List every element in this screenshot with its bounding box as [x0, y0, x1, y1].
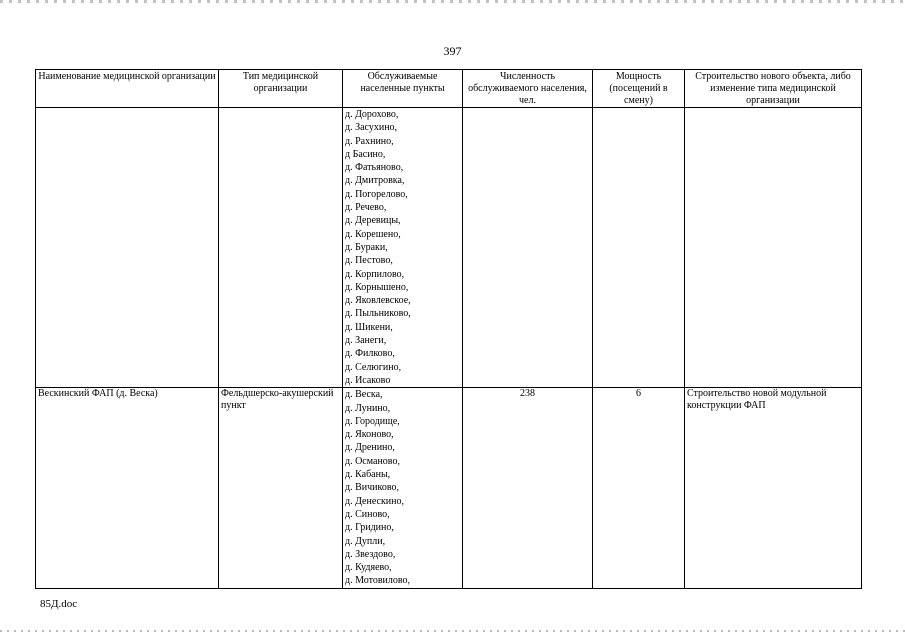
settlement-item: д. Исаково	[345, 374, 391, 386]
settlement-item: д. Яконово,	[345, 429, 394, 441]
settlement-item: д. Занеги,	[345, 335, 387, 347]
cell-org-name: Вескинский ФАП (д. Веска)	[36, 388, 219, 588]
cell-construction: Строительство новой модульной конструкции ФАП	[685, 388, 862, 588]
medical-organizations-table	[35, 69, 862, 589]
settlement-item: д. Синово,	[345, 508, 390, 520]
cell-capacity: 6	[593, 388, 685, 588]
settlement-item: д. Гридино,	[345, 522, 394, 534]
settlement-item: д. Филково,	[345, 348, 395, 360]
table-row	[36, 388, 862, 588]
footer-filename: 85Д.doc	[40, 598, 78, 610]
settlement-item: д. Кабаны,	[345, 469, 391, 481]
cell-settlements	[343, 388, 463, 588]
cell-settlements	[343, 108, 463, 388]
settlement-item: д. Корпилово,	[345, 268, 405, 280]
settlement-item: д. Городище,	[345, 415, 400, 427]
table-row	[36, 108, 862, 388]
cell-org-type: Фельдшерско-акушерский пункт	[219, 388, 343, 588]
settlement-item: д. Дорохово,	[345, 109, 399, 120]
settlement-item: д. Корешено,	[345, 228, 401, 240]
settlement-item: д. Звездово,	[345, 548, 396, 560]
settlement-item: д Басино,	[345, 148, 386, 160]
cell-capacity	[593, 108, 685, 388]
cell-construction	[685, 108, 862, 388]
settlement-item: д. Дмитровка,	[345, 175, 405, 187]
header-settlements: Обслуживаемые населенные пункты	[343, 70, 463, 108]
settlement-item: д. Лунино,	[345, 402, 391, 414]
settlement-item: д. Речево,	[345, 202, 387, 214]
settlement-item: д. Деревицы,	[345, 215, 401, 227]
settlement-item: д. Вичиково,	[345, 482, 399, 494]
settlement-item: д. Веска,	[345, 389, 383, 401]
header-construction: Строительство нового объекта, либо изменение типа медицинской организации	[685, 70, 862, 108]
table-header-row	[36, 70, 862, 108]
settlement-item: д. Фатьяново,	[345, 162, 404, 174]
settlement-item: д. Кудяево,	[345, 562, 392, 574]
settlement-item: д. Денескино,	[345, 495, 405, 507]
settlement-item: д. Шикени,	[345, 321, 393, 333]
settlement-item: д. Засухино,	[345, 122, 398, 134]
settlement-item: д. Османово,	[345, 455, 400, 467]
cell-population: 238	[463, 388, 593, 588]
settlement-list	[345, 388, 460, 587]
cell-org-type	[219, 108, 343, 388]
settlement-item: д. Рахнино,	[345, 135, 394, 147]
settlement-item: д. Пыльниково,	[345, 308, 411, 320]
header-org-type: Тип медицинской организации	[219, 70, 343, 108]
settlement-item: д. Корнышено,	[345, 281, 409, 293]
header-org-name: Наименование медицинской организации	[36, 70, 219, 108]
cell-population	[463, 108, 593, 388]
header-population: Численность обслуживаемого населения, чел.	[463, 70, 593, 108]
settlement-item: д. Погорелово,	[345, 188, 408, 200]
cell-org-name	[36, 108, 219, 388]
settlement-item: д. Пестово,	[345, 255, 393, 267]
settlement-item: д. Бураки,	[345, 241, 388, 253]
scan-artifact-top	[0, 0, 905, 3]
settlement-item: д. Селюгино,	[345, 361, 402, 373]
page-number: 397	[443, 44, 462, 58]
settlement-list	[345, 108, 460, 387]
settlement-item: д. Дренино,	[345, 442, 395, 454]
header-capacity: Мощность (посещений в смену)	[593, 70, 685, 108]
settlement-item: д. Дупли,	[345, 535, 386, 547]
settlement-item: д. Яковлевское,	[345, 295, 411, 307]
settlement-item: д. Мотовилово,	[345, 575, 411, 587]
scan-artifact-bottom	[0, 630, 905, 632]
